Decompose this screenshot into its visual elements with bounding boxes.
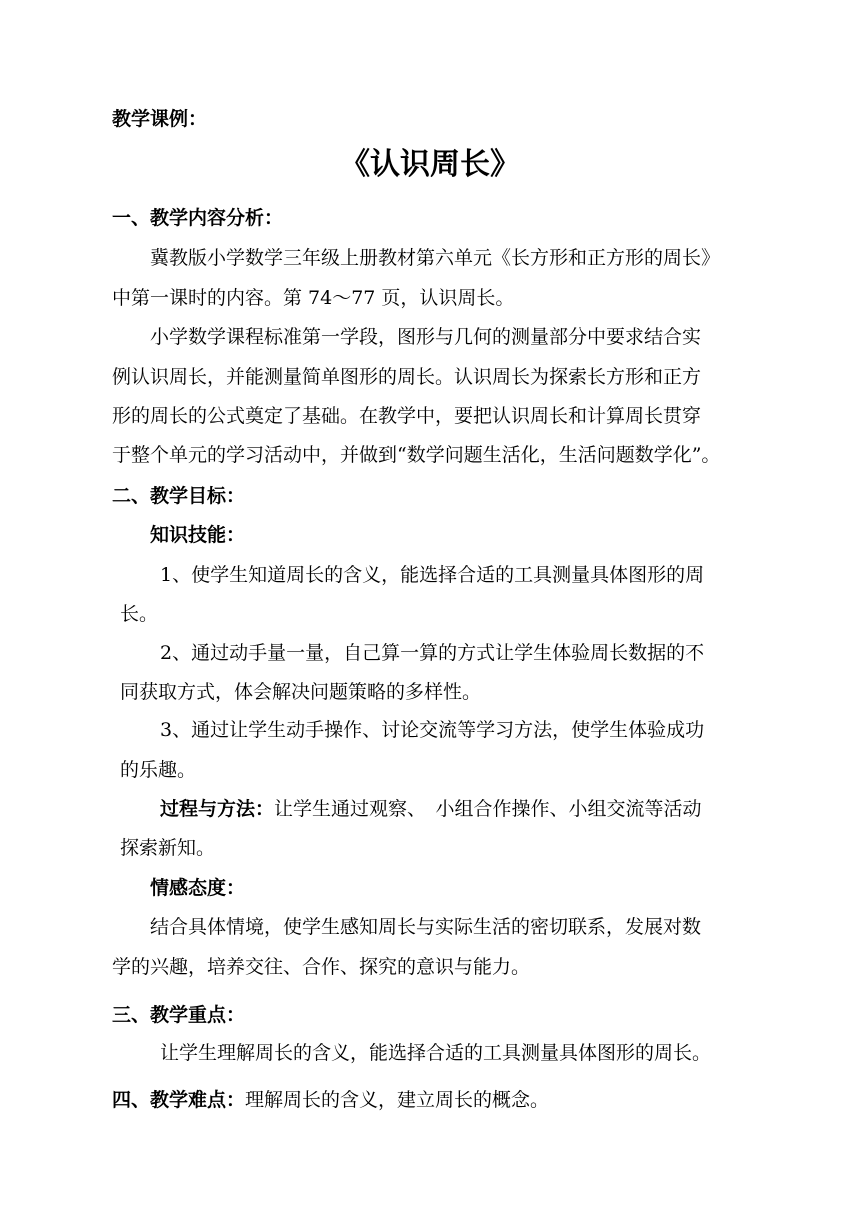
process-method-line: [160, 797, 702, 821]
lesson-label: 教学课例：: [112, 108, 208, 130]
paragraph-line: 小学数学课程标准第一学段，图形与几何的测量部分中要求结合实: [150, 326, 702, 348]
document-title: 《认识周长》: [340, 147, 520, 182]
objective-line: 的乐趣。: [120, 759, 197, 781]
paragraph-line: 形的周长的公式奠定了基础。在教学中，要把认识周长和计算周长贯穿: [112, 405, 702, 427]
subheading-knowledge-skills: 知识技能：: [150, 524, 246, 546]
objective-line: 1、使学生知道周长的含义，能选择合适的工具测量具体图形的周: [160, 564, 705, 586]
paragraph-line: 于整个单元的学习活动中，并做到“数学问题生活化，生活问题数学化”。: [112, 444, 721, 466]
subheading-process-method: 过程与方法：: [160, 798, 275, 820]
section-heading-objectives: 二、教学目标：: [112, 485, 246, 507]
difficulties-text: 理解周长的含义，建立周长的概念。: [245, 1089, 550, 1111]
key-points-text: 让学生理解周长的含义，能选择合适的工具测量具体图形的周长。: [160, 1042, 712, 1064]
objective-line: 长。: [120, 603, 159, 625]
section-heading-key-points: 三、教学重点：: [112, 1004, 246, 1026]
section-heading-difficulties: 四、教学难点：: [112, 1089, 246, 1111]
attitude-line: 学的兴趣，培养交往、合作、探究的意识与能力。: [112, 956, 531, 978]
attitude-line: 结合具体情境，使学生感知周长与实际生活的密切联系，发展对数: [150, 916, 702, 938]
paragraph-line: 中第一课时的内容。第 74～77 页，认识周长。: [112, 287, 515, 309]
paragraph-line: 例认识周长，并能测量简单图形的周长。认识周长为探索长方形和正方: [112, 366, 702, 388]
paragraph-line: 冀教版小学数学三年级上册教材第六单元《长方形和正方形的周长》: [150, 247, 721, 269]
section-heading-content-analysis: 一、教学内容分析：: [112, 207, 284, 229]
objective-line: 3、通过让学生动手操作、讨论交流等学习方法，使学生体验成功: [160, 719, 705, 741]
objective-line: 同获取方式，体会解决问题策略的多样性。: [120, 681, 482, 703]
objective-line: 2、通过动手量一量，自己算一算的方式让学生体验周长数据的不: [160, 642, 705, 664]
process-method-line-2: 探索新知。: [120, 837, 216, 859]
subheading-attitude: 情感态度：: [150, 877, 246, 899]
process-method-text: 让学生通过观察、 小组合作操作、小组交流等活动: [274, 798, 702, 820]
difficulties-line: [112, 1088, 549, 1112]
